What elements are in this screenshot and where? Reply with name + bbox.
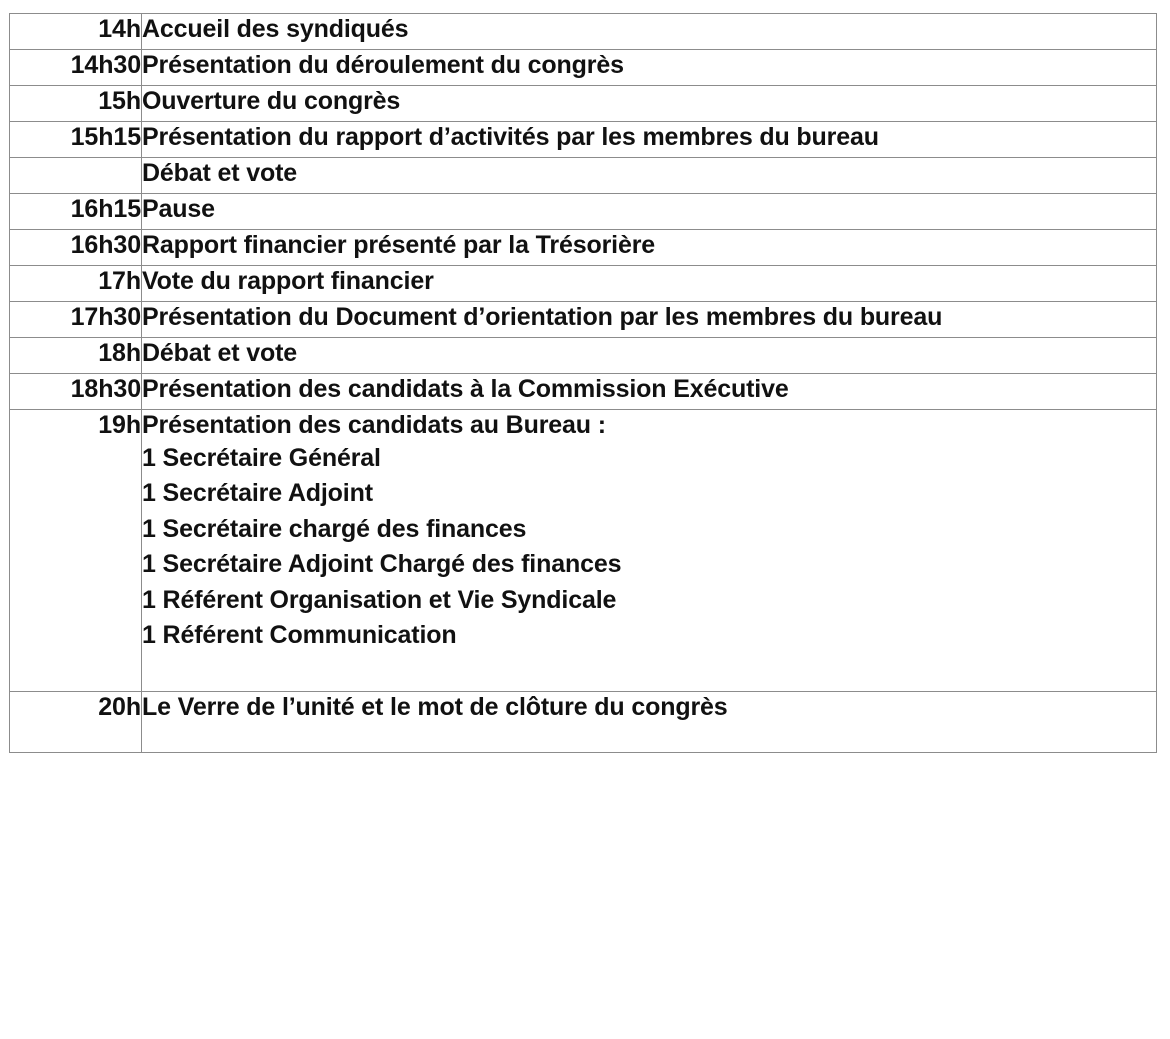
table-row <box>10 50 1157 86</box>
schedule-item-cell: Présentation du rapport d’activités par les membres du bureau <box>142 122 1157 158</box>
schedule-item-list <box>142 410 1156 654</box>
schedule-time-cell: 16h15 <box>10 194 142 230</box>
schedule-item-cell: Rapport financier présenté par la Trésorière <box>142 230 1157 266</box>
schedule-item-line: 1 Secrétaire chargé des finances <box>142 514 527 543</box>
schedule-time-cell: 19h <box>10 410 142 692</box>
schedule-item-cell: Présentation des candidats à la Commission Exécutive <box>142 374 1157 410</box>
schedule-time-cell: 18h30 <box>10 374 142 410</box>
schedule-item-line: 1 Secrétaire Adjoint <box>142 479 373 507</box>
schedule-item-cell: Débat et vote <box>142 158 1157 194</box>
schedule-time-cell: 14h30 <box>10 50 142 86</box>
schedule-time-cell: 15h15 <box>10 122 142 158</box>
schedule-time-cell: 17h <box>10 266 142 302</box>
table-row <box>10 86 1157 122</box>
schedule-item-line: 1 Secrétaire Général <box>142 443 381 472</box>
schedule-time-cell: 15h <box>10 86 142 122</box>
table-row <box>10 692 1157 753</box>
schedule-item-line: 1 Secrétaire Adjoint Chargé des finances <box>142 550 622 578</box>
table-row <box>10 266 1157 302</box>
table-row <box>10 194 1157 230</box>
schedule-item-cell: Débat et vote <box>142 338 1157 374</box>
schedule-item-cell <box>142 410 1157 692</box>
schedule-item-cell: Le Verre de l’unité et le mot de clôture du congrès <box>142 692 1157 753</box>
table-row <box>10 122 1157 158</box>
table-row <box>10 410 1157 692</box>
schedule-table <box>9 13 1157 753</box>
schedule-item-line: 1 Référent Organisation et Vie Syndicale <box>142 585 617 614</box>
schedule-item-cell: Ouverture du congrès <box>142 86 1157 122</box>
table-row <box>10 302 1157 338</box>
table-row <box>10 158 1157 194</box>
schedule-time-cell: 16h30 <box>10 230 142 266</box>
schedule-item-line: Présentation des candidats au Bureau : <box>142 411 606 439</box>
schedule-item-cell: Présentation du Document d’orientation par les membres du bureau <box>142 302 1157 338</box>
schedule-item-line: 1 Référent Communication <box>142 621 457 649</box>
table-row <box>10 338 1157 374</box>
schedule-time-cell: 14h <box>10 14 142 50</box>
schedule-time-cell: 17h30 <box>10 302 142 338</box>
schedule-time-cell <box>10 158 142 194</box>
schedule-item-cell: Vote du rapport financier <box>142 266 1157 302</box>
schedule-time-cell: 18h <box>10 338 142 374</box>
schedule-item-cell: Pause <box>142 194 1157 230</box>
schedule-item-cell: Accueil des syndiqués <box>142 14 1157 50</box>
schedule-item-cell: Présentation du déroulement du congrès <box>142 50 1157 86</box>
schedule-time-cell: 20h <box>10 692 142 753</box>
table-row <box>10 14 1157 50</box>
table-row <box>10 230 1157 266</box>
schedule-table-body <box>10 14 1157 753</box>
table-row <box>10 374 1157 410</box>
